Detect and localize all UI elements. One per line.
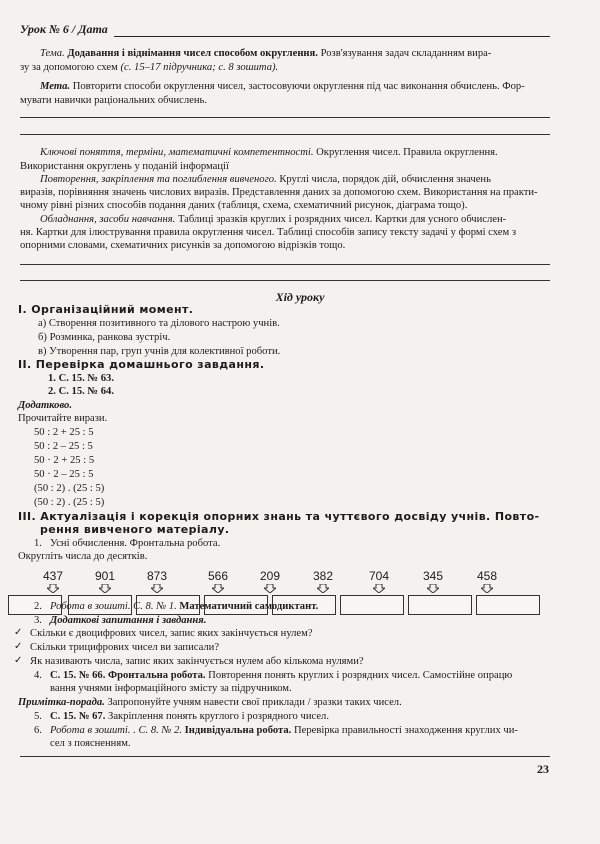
oral-calc-item: Усні обчислення. Фронтальна робота. [50, 538, 221, 549]
ruled-line [20, 264, 550, 265]
down-arrow-icon [47, 584, 59, 593]
lesson-header: Урок № 6 / Дата [20, 22, 108, 36]
down-arrow-icon [317, 584, 329, 593]
checkmark-icon: ✓ [14, 627, 23, 638]
answer-box[interactable] [340, 595, 404, 615]
item-number: 1. [34, 538, 42, 549]
goal-line-1: Мета. Повторити способи округлення чисел, застосовуючи округлення під час виконання обчислень. Фор- [40, 81, 525, 92]
course-title: Хід уроку [275, 290, 325, 304]
section-3-title-line-1: ІІІ. Актуалізація і корекція опорних знань та чуттєвого досвіду учнів. Повто- [18, 510, 540, 523]
extra-label: Додатково. [18, 400, 72, 411]
number-to-round: 458 [476, 569, 498, 583]
extra-questions-item: Додаткові запитання і завдання. [50, 615, 207, 626]
number-to-round: 566 [207, 569, 229, 583]
equipment-line-2: ня. Картки для ілюстрування правила округлення чисел. Таблиці способів запису тексту задачі у формі схем з [20, 227, 517, 238]
number-to-round: 209 [259, 569, 281, 583]
item-number: 6. [34, 725, 42, 736]
expression: (50 : 2) . (25 : 5) [34, 497, 105, 508]
item-number: 2. [34, 601, 42, 612]
down-arrow-icon [151, 584, 163, 593]
equipment-line-3: опорними словами, схематичних рисунків за допомогою відрізків тощо. [20, 240, 346, 251]
question: Скільки трицифрових чисел ви записали? [30, 642, 220, 653]
self-dictation-item: Робота в зошиті. С. 8. № 1. Математичний самодиктант. [50, 601, 319, 612]
note: Примітка-порада. Запропонуйте учням навести свої приклади / зразки таких чисел. [18, 697, 402, 708]
number-to-round: 382 [312, 569, 334, 583]
number-to-round: 437 [42, 569, 64, 583]
consolidation-item: С. 15. № 67. Закріплення понять круглого і розрядного чисел. [50, 711, 329, 722]
individual-work-item-line-2: сел з поясненням. [50, 738, 131, 749]
repeat-line-3: чному рівні різних способів подання даних (таблиця, схема, схематичний рисунок, діаграма тощо). [20, 200, 468, 211]
read-prompt: Прочитайте вирази. [18, 413, 108, 424]
equipment-line-1: Обладнання, засоби навчання. Таблиці зразків круглих і розрядних чисел. Картки для усного обчислен- [40, 214, 507, 225]
topic-line-1: Тема. Додавання і віднімання чисел способом округлення. Розв'язування задач складанням вира- [40, 48, 492, 59]
down-arrow-icon [427, 584, 439, 593]
round-prompt: Округліть числа до десятків. [18, 551, 148, 562]
item-number: 4. [34, 670, 42, 681]
question: Як називають числа, запис яких закінчується нулем або кількома нулями? [30, 656, 364, 667]
list-item: а) Створення позитивного та ділового настрою учнів. [38, 318, 280, 329]
number-to-round: 873 [146, 569, 168, 583]
frontal-work-item-line-2: вання учнями інформаційного змісту за підручником. [50, 683, 292, 694]
checkmark-icon: ✓ [14, 655, 23, 666]
concepts-line-1: Ключові поняття, терміни, математичні компетентності. Округлення чисел. Правила округлення. [40, 147, 498, 158]
expression: 50 · 2 – 25 : 5 [34, 469, 94, 480]
goal-line-2: мувати навички раціональних обчислень. [20, 95, 207, 106]
list-item: б) Розминка, ранкова зустріч. [38, 332, 171, 343]
expression: (50 : 2) . (25 : 5) [34, 483, 105, 494]
number-to-round: 704 [368, 569, 390, 583]
ruled-line [20, 280, 550, 281]
item-number: 5. [34, 711, 42, 722]
down-arrow-icon [264, 584, 276, 593]
answer-box[interactable] [408, 595, 472, 615]
expression: 50 : 2 + 25 : 5 [34, 427, 94, 438]
section-2-title: ІІ. Перевірка домашнього завдання. [18, 358, 265, 371]
expression: 50 : 2 – 25 : 5 [34, 441, 93, 452]
list-item: 2. С. 15. № 64. [48, 386, 114, 397]
answer-box[interactable] [476, 595, 540, 615]
section-1-title: І. Організаційний момент. [18, 303, 194, 316]
number-to-round: 901 [94, 569, 116, 583]
individual-work-item: Робота в зошиті. . С. 8. № 2. Індивідуальна робота. Перевірка правильності знаходження круглих чи- [50, 725, 518, 736]
down-arrow-icon [99, 584, 111, 593]
page-number: 23 [537, 762, 549, 776]
checkmark-icon: ✓ [14, 641, 23, 652]
concepts-line-2: Використання округлень у поданій інформації [20, 161, 229, 172]
number-to-round: 345 [422, 569, 444, 583]
down-arrow-icon [373, 584, 385, 593]
list-item: 1. С. 15. № 63. [48, 373, 114, 384]
ruled-line [20, 117, 550, 118]
expression: 50 · 2 + 25 : 5 [34, 455, 95, 466]
down-arrow-icon [481, 584, 493, 593]
ruled-line [20, 134, 550, 135]
list-item: в) Утворення пар, груп учнів для колективної роботи. [38, 346, 281, 357]
date-line [114, 36, 550, 37]
topic-title: Додавання і віднімання чисел способом округлення. [67, 48, 318, 59]
item-number: 3. [34, 615, 42, 626]
section-3-title-line-2: рення вивченого матеріалу. [40, 523, 230, 536]
repeat-line-2: виразів, порівняння значень числових виразів. Представлення даних за допомогою схем. Використання на практи- [20, 187, 538, 198]
topic-line-2: зу за допомогою схем (с. 15–17 підручника; с. 8 зошита). [20, 62, 279, 73]
repeat-line-1: Повторення, закріплення та поглиблення вивченого. Круглі числа, порядок дій, обчислення значень [40, 174, 491, 185]
frontal-work-item: С. 15. № 66. Фронтальна робота. Повторення понять круглих і розрядних чисел. Самостійне опрацю [50, 670, 513, 681]
ruled-line [20, 756, 550, 757]
question: Скільки є двоцифрових чисел, запис яких закінчується нулем? [30, 628, 313, 639]
down-arrow-icon [212, 584, 224, 593]
